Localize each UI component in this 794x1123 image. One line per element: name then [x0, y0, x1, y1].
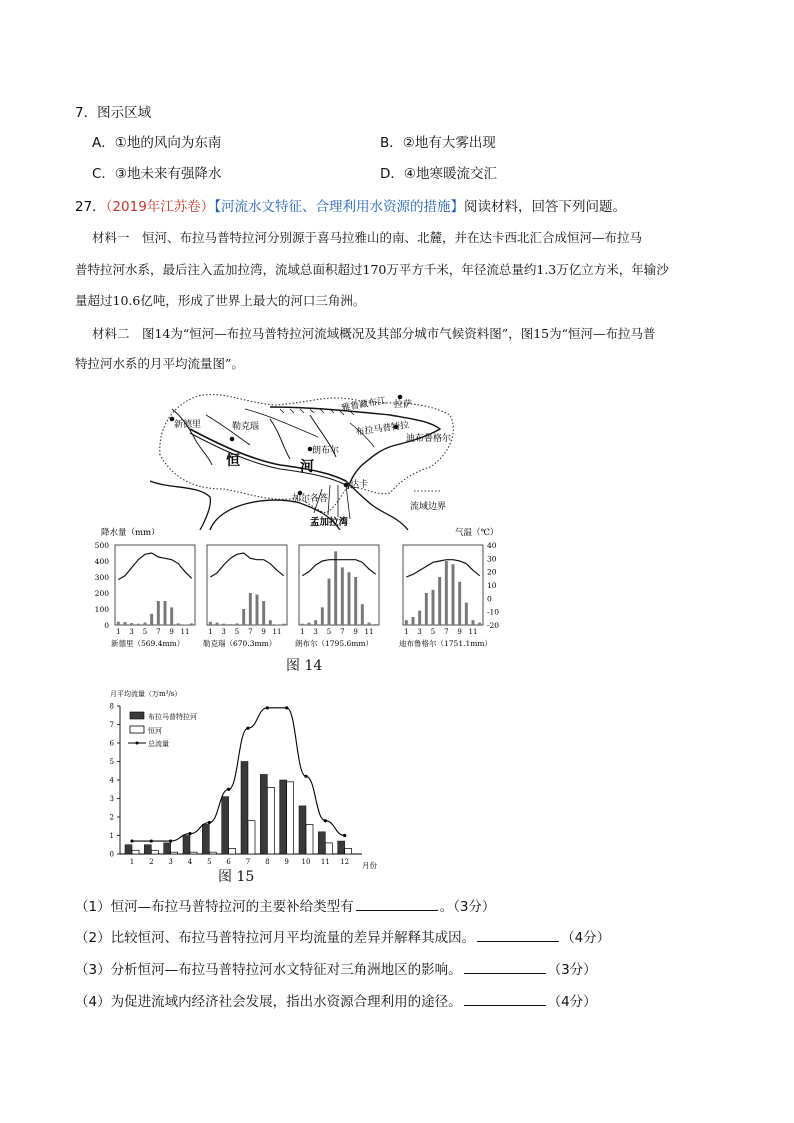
- q27-topic: 【河流水文特征、合理利用水资源的措施】: [214, 199, 465, 215]
- answer-blank-3[interactable]: [464, 961, 546, 974]
- precip-bar: [242, 609, 245, 625]
- month-tick: 11: [468, 628, 478, 636]
- month-tick: 9: [457, 628, 462, 636]
- fig14-left-tick: 200: [94, 589, 109, 598]
- month-tick: 1: [300, 628, 305, 636]
- subq-3-text: （3）分析恒河—布拉马普特拉河水文特征对三角洲地区的影响。: [75, 962, 462, 978]
- precip-bar: [177, 623, 180, 625]
- fig14-left-tick: 100: [94, 605, 109, 614]
- fig15-x-tick: 10: [301, 858, 311, 866]
- ganges-bar: [190, 852, 197, 854]
- ganges-bar: [209, 852, 216, 854]
- fig14-right-tick: 20: [487, 567, 497, 577]
- month-tick: 7: [444, 628, 449, 636]
- fig15-y-tick: 0: [109, 850, 114, 859]
- subq-4-text: （4）为促进流域内经济社会发展，指出水资源合理利用的途径。: [75, 994, 462, 1010]
- climate-panel: [203, 545, 287, 648]
- brahmaputra-bar: [144, 845, 151, 854]
- fig15-y-tick: 4: [109, 776, 114, 785]
- month-tick: 9: [261, 628, 266, 636]
- precip-bar: [341, 567, 344, 625]
- precip-bar: [445, 561, 448, 625]
- brahmaputra-bar: [125, 845, 132, 854]
- fig15-x-tick: 4: [187, 858, 193, 866]
- material1-line3: 量超过10.6亿吨，形成了世界上最大的河口三角洲。: [75, 293, 366, 308]
- answer-blank-4[interactable]: [464, 993, 546, 1006]
- month-tick: 7: [156, 628, 161, 636]
- q27-instruction: 阅读材料，回答下列问题。: [464, 199, 627, 215]
- ganges-bar: [267, 787, 274, 854]
- month-tick: 3: [313, 628, 318, 636]
- brahmaputra-bar: [222, 797, 229, 854]
- fig15-x-tick: 12: [340, 858, 350, 866]
- precip-bar: [150, 614, 153, 625]
- fig15-y-tick: 5: [109, 758, 114, 766]
- precip-bar: [425, 593, 428, 625]
- fig15-x-tick: 9: [284, 858, 289, 866]
- month-tick: 5: [234, 628, 240, 636]
- month-tick: 5: [142, 628, 148, 636]
- precip-bar: [262, 601, 265, 625]
- total-flow-point: [246, 727, 249, 730]
- map-label-dibrugarh: 迪布鲁格尔: [406, 434, 452, 444]
- climate-city-label: 朗布尔（1795.6mm）: [295, 639, 373, 648]
- q7-option-b[interactable]: B．②地有大雾出现: [380, 135, 496, 151]
- material1-line2: 普特拉河水系，最后注入孟加拉湾，流域总面积超过170万平方千米，年径流总量约1.3万亿立方米，年输沙: [75, 262, 669, 277]
- total-flow-point: [130, 839, 133, 842]
- brahmaputra-bar: [318, 832, 325, 854]
- fig15-x-tick: 2: [149, 858, 154, 866]
- precip-bar: [170, 607, 173, 625]
- material2-line1: 材料二 图14为“恒河—布拉马普特拉河流域概况及其部分城市气候资料图”，图15为“恒河—布拉马普: [92, 326, 656, 341]
- precip-bar: [216, 623, 219, 625]
- fig14-right-tick: -20: [487, 621, 500, 630]
- basin-map: [150, 385, 460, 530]
- climate-city-label: 勒克瑙（670.3mm）: [203, 639, 277, 648]
- climate-charts: [85, 525, 520, 653]
- answer-blank-2[interactable]: [477, 929, 559, 942]
- climate-panel-frame: [299, 545, 379, 625]
- fig15-y-tick: 6: [109, 739, 114, 748]
- answer-blank-1[interactable]: [356, 898, 438, 911]
- precip-bar: [164, 601, 167, 625]
- subq-4-score: （4分）: [547, 994, 597, 1010]
- q7-stem: 7．图示区域: [75, 105, 152, 121]
- brahmaputra-bar: [260, 774, 267, 854]
- month-tick: 9: [353, 628, 358, 636]
- temperature-line: [302, 560, 375, 576]
- map-label-ganges-1: 恒: [226, 453, 240, 469]
- map-label-rangpur: 朗布尔: [312, 446, 340, 456]
- map-label-bay: 孟加拉湾: [310, 517, 349, 528]
- brahmaputra-bar: [338, 841, 345, 854]
- climate-panel: [399, 545, 492, 648]
- total-flow-point: [285, 706, 288, 709]
- fig15-x-unit: 月份: [362, 861, 377, 870]
- precip-bar: [458, 582, 461, 625]
- precip-bar: [328, 579, 331, 625]
- month-tick: 5: [326, 628, 332, 636]
- precip-bar: [405, 620, 408, 625]
- climate-panel-frame: [403, 545, 483, 625]
- fig15-x-tick: 1: [129, 858, 135, 866]
- precip-bar: [478, 623, 481, 625]
- subq-2-text: （2）比较恒河、布拉马普特拉河月平均流量的差异并解释其成因。: [75, 930, 476, 946]
- temperature-line: [118, 553, 191, 580]
- brahmaputra-bar: [241, 762, 248, 855]
- fig15-caption: 图 15: [218, 869, 255, 885]
- fig15-y-tick: 2: [109, 813, 114, 822]
- total-flow-point: [324, 819, 327, 822]
- precip-bar: [130, 623, 133, 625]
- fig14-left-tick: 0: [104, 621, 109, 630]
- ganges-bar: [325, 843, 332, 854]
- precip-bar: [269, 620, 272, 625]
- month-tick: 9: [169, 628, 174, 636]
- fig15-x-tick: 11: [320, 858, 330, 866]
- fig15-legend-brahmaputra: 布拉马普特拉河: [148, 713, 197, 721]
- monthly-flow-chart: [100, 688, 390, 878]
- q27-number: 27．: [75, 199, 106, 215]
- precip-bar: [282, 624, 285, 625]
- precip-bar: [308, 623, 311, 625]
- q7-option-c[interactable]: C．③地未来有强降水: [92, 166, 222, 182]
- precip-bar: [144, 623, 147, 625]
- precip-bar: [452, 564, 455, 625]
- ganges-bar: [345, 848, 352, 854]
- month-tick: 7: [248, 628, 253, 636]
- fig14-left-axis-title: 降水量（mm）: [101, 528, 160, 538]
- total-flow-point: [169, 839, 172, 842]
- climate-panel-frame: [115, 545, 195, 625]
- material2-line2: 特拉河水系的月平均流量图”。: [75, 356, 244, 371]
- total-flow-point: [227, 788, 230, 791]
- total-flow-point: [266, 706, 269, 709]
- subq-3: [75, 961, 597, 979]
- climate-city-label: 迪布鲁格尔（1751.1mm）: [399, 639, 492, 648]
- fig15-x-tick: 3: [168, 858, 173, 866]
- subq-1-text: （1）恒河—布拉马普特拉河的主要补给类型有: [75, 899, 354, 915]
- month-tick: 3: [129, 628, 134, 636]
- month-tick: 1: [208, 628, 213, 636]
- brahmaputra-bar: [280, 780, 287, 854]
- fig14-right-tick: -10: [487, 607, 500, 617]
- fig14-left-tick: 300: [94, 573, 109, 582]
- month-tick: 3: [221, 628, 226, 636]
- fig14-right-tick: 0: [487, 594, 492, 604]
- fig15-y-tick: 8: [109, 702, 114, 711]
- ganges-bar: [151, 850, 158, 854]
- precip-bar: [124, 622, 127, 625]
- climate-panel-frame: [207, 545, 287, 625]
- climate-panel: [295, 545, 379, 648]
- precip-bar: [438, 577, 441, 625]
- fig14-right-tick: 10: [487, 581, 497, 590]
- map-label-lucknow: 勒克瑙: [232, 422, 260, 432]
- map-legend-boundary: 流域边界: [410, 502, 447, 512]
- precip-bar: [368, 623, 371, 625]
- precip-bar: [418, 611, 421, 625]
- month-tick: 1: [404, 628, 409, 636]
- precip-bar: [117, 622, 120, 625]
- month-tick: 3: [417, 628, 422, 636]
- map-label-lhasa: 拉萨: [394, 400, 413, 410]
- ganges-bar: [229, 848, 236, 854]
- map-label-brahmaputra: 布拉马普特拉: [355, 420, 410, 438]
- fig14-right-tick: 30: [487, 554, 497, 564]
- fig15-legend-ganges: 恒河: [148, 727, 162, 735]
- month-tick: 7: [340, 628, 345, 636]
- precip-bar: [374, 624, 377, 625]
- subq-1-score: 。（3分）: [439, 899, 496, 915]
- brahmaputra-bar: [202, 824, 209, 854]
- subq-1: [75, 898, 495, 916]
- month-tick: 5: [430, 628, 436, 636]
- fig14-right-tick: 40: [487, 541, 497, 550]
- ganges-bar: [248, 821, 255, 854]
- precip-bar: [334, 551, 337, 625]
- month-tick: 11: [180, 628, 190, 636]
- precip-bar: [314, 620, 317, 625]
- material1-line1: 材料一 恒河、布拉马普特拉河分别源于喜马拉雅山的南、北麓，并在达卡西北汇合成恒河—布拉马: [92, 230, 643, 245]
- q7-option-d[interactable]: D．④地寒暖流交汇: [380, 166, 497, 182]
- temperature-line: [406, 560, 479, 577]
- precip-bar: [157, 601, 160, 625]
- ganges-bar: [171, 852, 178, 854]
- total-flow-point: [150, 839, 153, 842]
- precip-bar: [249, 593, 252, 625]
- precip-bar: [229, 624, 232, 625]
- precip-bar: [301, 624, 304, 625]
- q27-source: （2019年江苏卷）: [105, 199, 215, 215]
- q7-option-a[interactable]: A．①地的风向为东南: [92, 135, 222, 151]
- fig15-x-tick: 8: [265, 858, 270, 866]
- fig14-right-axis-title: 气温（℃）: [455, 528, 499, 538]
- brahmaputra-bar: [164, 843, 171, 854]
- fig14-left-tick: 400: [94, 557, 109, 566]
- map-label-new-delhi: 新德里: [174, 420, 202, 430]
- brahmaputra-bar: [183, 836, 190, 855]
- subq-2-score: （4分）: [561, 930, 611, 946]
- precip-bar: [348, 572, 351, 625]
- precip-bar: [412, 617, 415, 625]
- precip-bar: [354, 577, 357, 625]
- brahmaputra-bar: [299, 806, 306, 854]
- ganges-bar: [287, 782, 294, 854]
- fig14-caption: 图 14: [286, 658, 323, 674]
- precip-bar: [137, 624, 140, 625]
- temperature-line: [210, 553, 283, 577]
- climate-city-label: 新德里（569.4mm）: [111, 639, 185, 648]
- map-label-kolkata: 加尔各答: [292, 494, 329, 504]
- precip-bar: [432, 590, 435, 625]
- precip-bar: [222, 624, 225, 625]
- total-flow-point: [208, 821, 211, 824]
- map-label-dhaka: 达卡: [350, 480, 369, 490]
- fig15-y-tick: 1: [109, 832, 114, 840]
- precip-bar: [209, 622, 212, 625]
- precip-bar: [321, 607, 324, 625]
- fig15-x-tick: 5: [207, 858, 212, 866]
- month-tick: 11: [272, 628, 282, 636]
- fig15-x-tick: 7: [245, 858, 251, 866]
- total-flow-point: [343, 834, 346, 837]
- climate-panel: [111, 545, 195, 648]
- month-tick: 11: [364, 628, 374, 636]
- precip-bar: [472, 620, 475, 625]
- ganges-bar: [306, 824, 313, 854]
- month-tick: 1: [116, 628, 121, 636]
- total-flow-point: [188, 832, 191, 835]
- fig15-legend-total: 总流量: [148, 740, 169, 748]
- ganges-bar: [132, 850, 139, 854]
- subq-4: [75, 993, 597, 1011]
- fig14-left-tick: 500: [94, 541, 109, 550]
- fig15-y-tick: 3: [109, 795, 114, 803]
- precip-bar: [361, 604, 364, 625]
- subq-3-score: （3分）: [547, 962, 597, 978]
- map-label-yarlung: 雅鲁藏布江: [340, 396, 387, 414]
- total-flow-point: [304, 775, 307, 778]
- total-flow-line: [132, 708, 345, 841]
- precip-bar: [190, 623, 193, 625]
- precip-bar: [236, 623, 239, 625]
- fig15-y-tick: 7: [109, 721, 114, 729]
- fig15-x-tick: 6: [226, 858, 231, 866]
- map-label-ganges-2: 河: [300, 459, 314, 475]
- fig15-y-title: 月平均流量（万m³/s）: [110, 690, 182, 698]
- subq-2: [75, 929, 610, 947]
- q27-header: [75, 198, 626, 216]
- precip-bar: [465, 603, 468, 625]
- precip-bar: [256, 595, 259, 625]
